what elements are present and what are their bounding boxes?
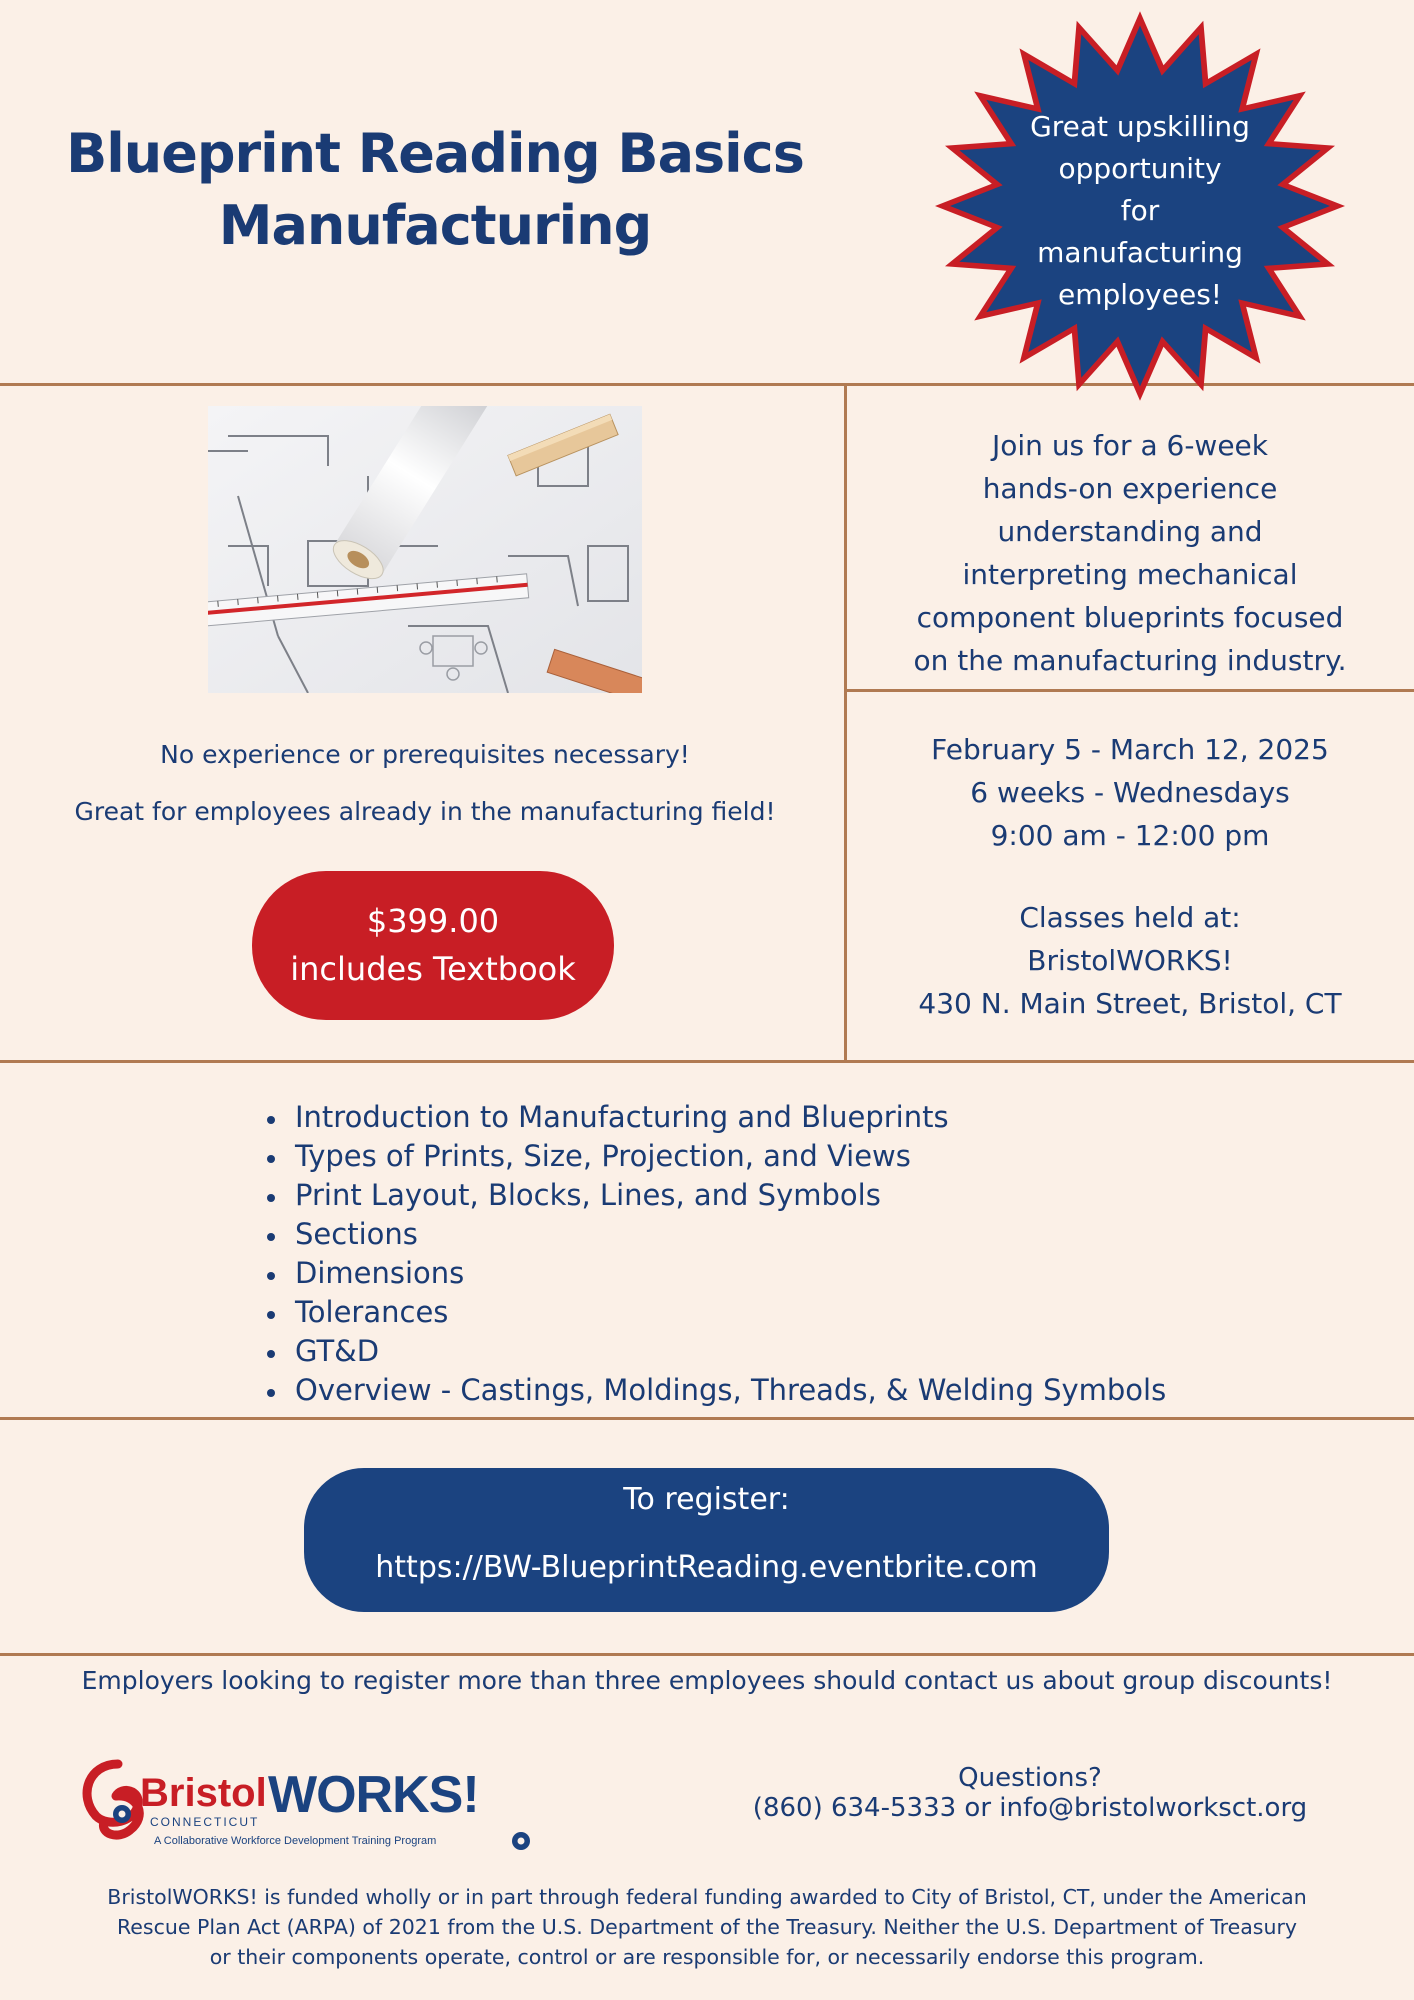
list-item: Types of Prints, Size, Projection, and Views [264, 1137, 1166, 1176]
starburst-line: Great upskilling [1030, 110, 1250, 143]
contact-label: Questions? [958, 1763, 1102, 1793]
list-item: Sections [264, 1215, 1166, 1254]
contact-info [700, 1763, 1360, 1823]
list-item: Introduction to Manufacturing and Blueprints [264, 1098, 1166, 1137]
schedule-duration: 6 weeks - Wednesdays [970, 776, 1290, 809]
prerequisites-text: No experience or prerequisites necessary! [160, 740, 690, 769]
location-venue: BristolWORKS! [1027, 944, 1233, 977]
title-line-2: Manufacturing [218, 194, 652, 257]
disclaimer-line: BristolWORKS! is funded wholly or in part through federal funding awarded to City of Bristol, CT, under the American [107, 1885, 1307, 1909]
title-line-1: Blueprint Reading Basics [66, 122, 804, 185]
description-line: interpreting mechanical [962, 558, 1298, 591]
divider-footer [0, 1653, 1414, 1656]
description-line: hands-on experience [982, 472, 1278, 505]
location-label: Classes held at: [1019, 901, 1241, 934]
starburst-line: employees! [1057, 278, 1223, 311]
logo-tagline: A Collaborative Workforce Development Training Program [154, 1835, 437, 1847]
location [862, 896, 1398, 1025]
starburst-line: manufacturing [1037, 236, 1243, 269]
starburst-line: for [1120, 194, 1160, 227]
schedule-dates: February 5 - March 12, 2025 [931, 733, 1329, 766]
location-address: 430 N. Main Street, Bristol, CT [918, 987, 1342, 1020]
audience-text: Great for employees already in the manufacturing field! [74, 797, 776, 826]
list-item: Dimensions [264, 1254, 1166, 1293]
group-discount-note: Employers looking to register more than three employees should contact us about group discounts! [81, 1666, 1333, 1695]
list-item: GT&D [264, 1332, 1166, 1371]
schedule-time: 9:00 am - 12:00 pm [990, 819, 1270, 852]
description-line: on the manufacturing industry. [913, 644, 1347, 677]
disclaimer-line: Rescue Plan Act (ARPA) of 2021 from the U.S. Department of the Treasury. Neither the U.S. Department of Treasury [116, 1915, 1298, 1939]
divider-vertical [844, 383, 847, 1062]
page-title [40, 118, 830, 262]
bristolworks-logo [78, 1756, 538, 1856]
topics-list [264, 1098, 1166, 1410]
description-line: Join us for a 6-week [992, 429, 1268, 462]
divider-topics-top [0, 1060, 1414, 1063]
description-line: component blueprints focused [916, 601, 1344, 634]
list-item: Print Layout, Blocks, Lines, and Symbols [264, 1176, 1166, 1215]
logo-works: WORKS! [268, 1766, 479, 1824]
price-amount: $399.00 [366, 902, 500, 940]
schedule [862, 728, 1398, 857]
price-note: includes Textbook [290, 950, 576, 988]
blueprint-photo [208, 406, 642, 693]
logo-bristol: Bristol [140, 1771, 267, 1815]
description-line: understanding and [997, 515, 1263, 548]
register-button[interactable] [304, 1468, 1109, 1612]
starburst-text [990, 106, 1290, 316]
price-badge [252, 871, 614, 1020]
list-item: Overview - Castings, Moldings, Threads, & Welding Symbols [264, 1371, 1166, 1410]
list-item: Tolerances [264, 1293, 1166, 1332]
starburst-line: opportunity [1058, 152, 1222, 185]
disclaimer-line: or their components operate, control or are responsible for, or necessarily endorse this program. [209, 1945, 1205, 1969]
funding-disclaimer [40, 1882, 1374, 1972]
register-label: To register: [623, 1482, 790, 1517]
divider-topics-bottom [0, 1417, 1414, 1420]
course-description [860, 424, 1400, 682]
register-link[interactable]: https://BW-BlueprintReading.eventbrite.com [375, 1550, 1038, 1585]
divider-right-middle [844, 689, 1414, 692]
contact-details[interactable]: (860) 634-5333 or info@bristolworksct.org [752, 1793, 1308, 1823]
logo-state: CONNECTICUT [150, 1815, 260, 1829]
